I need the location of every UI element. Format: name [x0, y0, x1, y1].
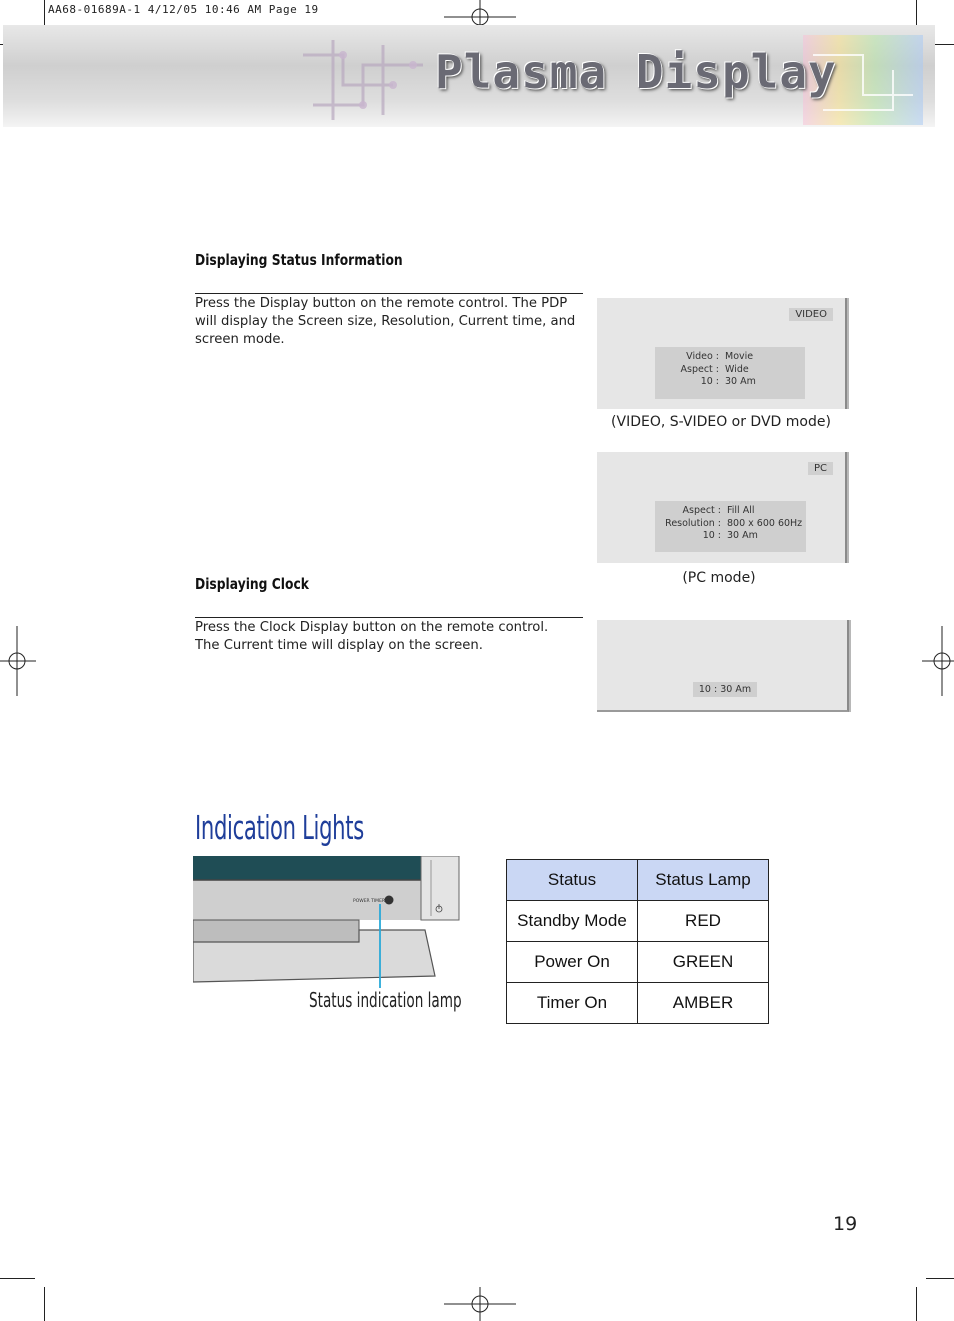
- crop-mark: [0, 1278, 35, 1279]
- info-value: Wide: [725, 363, 749, 375]
- mode-tag: PC: [808, 462, 833, 475]
- crop-mark: [926, 1278, 954, 1279]
- caption-pc-mode: (PC mode): [682, 570, 756, 586]
- table-row: [507, 942, 769, 983]
- table-cell: RED: [638, 901, 769, 942]
- table-cell: GREEN: [638, 942, 769, 983]
- clock-body-text: [195, 619, 585, 655]
- clock-body-line: The Current time will display on the screen.: [195, 638, 483, 653]
- info-value: 30 Am: [725, 376, 756, 387]
- info-value: 30 Am: [727, 530, 758, 541]
- info-key: 10 :: [702, 530, 721, 541]
- clock-body-line: Press the Clock Display button on the remote control.: [195, 620, 549, 635]
- info-key: Aspect :: [682, 505, 721, 516]
- info-key: 10 :: [700, 376, 719, 387]
- status-info-box: [655, 501, 806, 552]
- table-row: [507, 901, 769, 942]
- section-rule: [195, 293, 583, 294]
- registration-mark-right: [922, 626, 954, 696]
- info-key: Aspect :: [680, 363, 719, 375]
- pdp-front-panel-illustration: [193, 856, 461, 988]
- page-number: 19: [833, 1213, 858, 1235]
- clock-time-box: 10 : 30 Am: [693, 682, 757, 697]
- registration-mark-bottom: [444, 1287, 516, 1321]
- osd-screen-video: [597, 298, 847, 409]
- status-lamp-label: Status indication lamp: [309, 988, 462, 1012]
- crop-mark: [44, 1287, 45, 1321]
- table-cell: Timer On: [507, 983, 638, 1024]
- table-cell: AMBER: [638, 983, 769, 1024]
- section-rule: [195, 617, 583, 618]
- status-info-box: [655, 347, 805, 399]
- caption-video-mode: (VIDEO, S-VIDEO or DVD mode): [611, 414, 831, 430]
- panel-button-labels: POWER TIMER: [353, 899, 386, 904]
- info-value: Fill All: [727, 505, 755, 516]
- print-slug: AA68-01689A-1 4/12/05 10:46 AM Page 19: [48, 3, 319, 16]
- osd-screen-pc: [597, 452, 847, 563]
- table-header-row: [507, 860, 769, 901]
- status-lamp-table: [506, 859, 769, 1024]
- section-heading-status: Displaying Status Information: [195, 251, 403, 269]
- table-row: [507, 983, 769, 1024]
- osd-screen-clock: [597, 620, 849, 712]
- indication-lights-title: Indication Lights: [195, 808, 364, 847]
- table-header-cell: Status: [507, 860, 638, 901]
- info-value: Movie: [725, 351, 754, 362]
- table-cell: Standby Mode: [507, 901, 638, 942]
- table-header-cell: Status Lamp: [638, 860, 769, 901]
- info-value: 800 x 600 60Hz: [727, 517, 803, 529]
- banner-title: Plasma Display: [435, 45, 837, 99]
- crop-mark: [916, 1287, 917, 1321]
- header-banner: [3, 25, 935, 127]
- mode-tag: VIDEO: [789, 308, 833, 321]
- section-heading-clock: Displaying Clock: [195, 575, 309, 593]
- table-cell: Power On: [507, 942, 638, 983]
- status-body-text: Press the Display button on the remote control. The PDP will display the Screen size, Resolution, Current time, and screen mode.: [195, 296, 576, 347]
- circuit-graphic: [303, 35, 433, 125]
- info-key: Resolution :: [665, 517, 721, 529]
- registration-mark-left: [0, 626, 36, 696]
- info-key: Video :: [686, 351, 719, 362]
